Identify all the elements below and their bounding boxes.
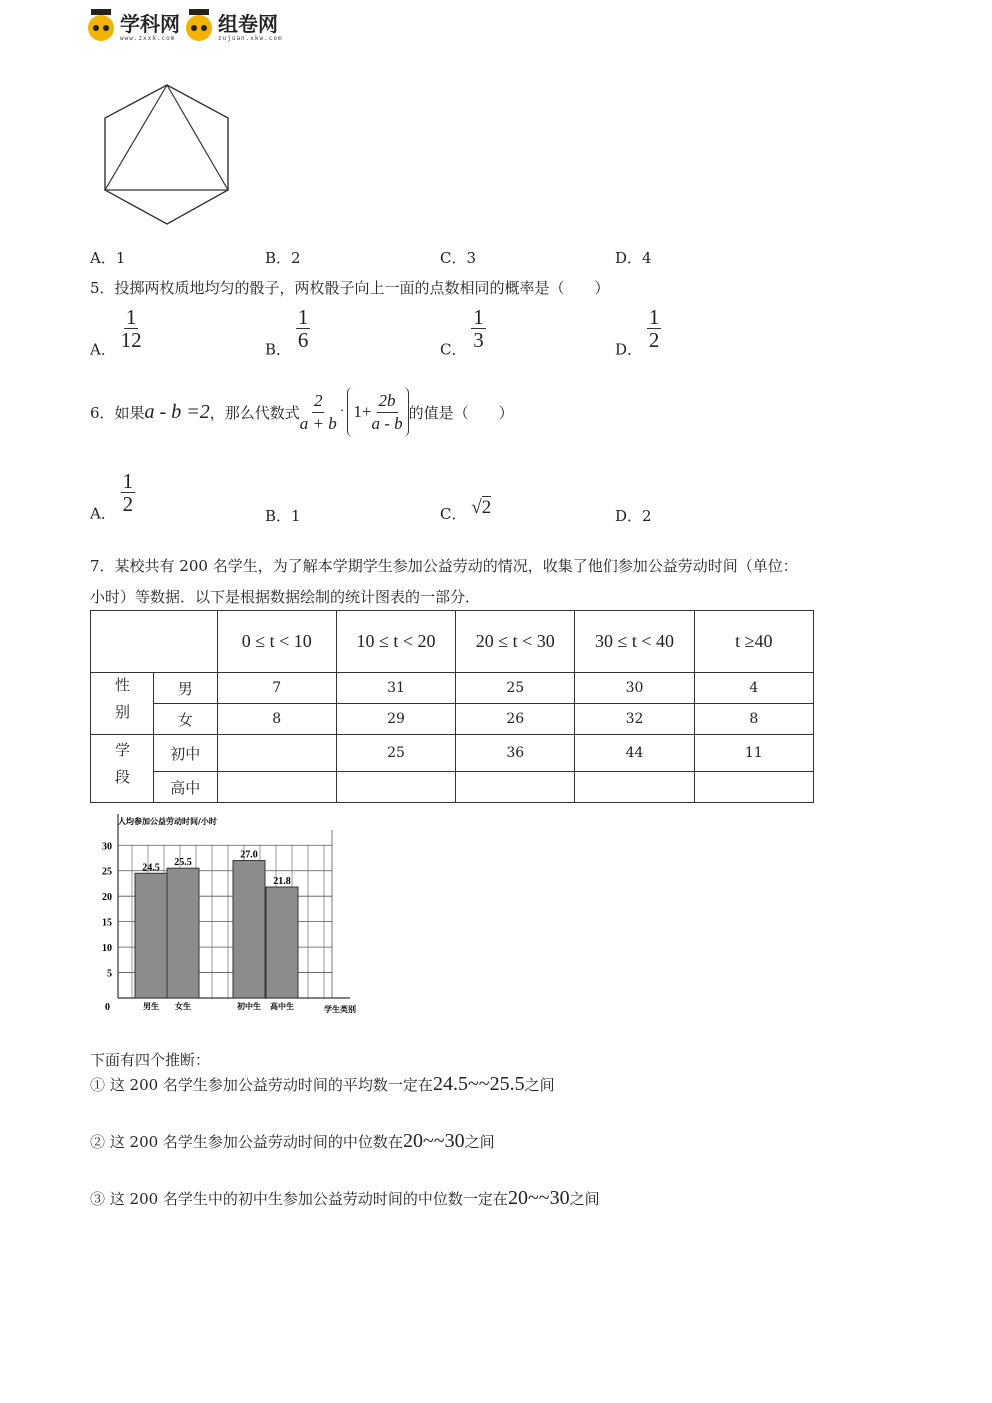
q7-stem-line2: 小时）等数据．以下是根据数据绘制的统计图表的一部分． — [90, 588, 481, 606]
table-cell: 11 — [694, 735, 813, 772]
fraction-numerator: 1 — [297, 305, 309, 329]
option-letter: C． — [440, 340, 467, 359]
q7-data-table — [90, 610, 814, 803]
q6-stem — [90, 387, 514, 437]
q4-option-d: D．4 — [615, 249, 652, 267]
table-cell — [694, 772, 813, 803]
q4-option-c: C．3 — [440, 249, 477, 267]
fraction-denominator: a + b — [299, 413, 337, 433]
q7-stem-line1: 7．某校共有 200 名学生，为了解本学期学生参加公益劳动的情况，收集了他们参加公益劳动时间（单位： — [90, 557, 798, 575]
q6-option-d: D．2 — [615, 507, 652, 525]
q5-option-d — [615, 306, 661, 360]
inference-1-text: ① 这 200 名学生参加公益劳动时间的平均数一定在 — [90, 1076, 433, 1094]
table-cell: 44 — [575, 735, 694, 772]
category-label: 高中生 — [270, 1002, 294, 1011]
fraction-numerator: 1 — [122, 469, 134, 493]
chart-title: 人均参加公益劳动时间/小时 — [118, 817, 217, 826]
q6-option-c — [440, 497, 491, 524]
inference-3 — [90, 1187, 600, 1210]
option-letter: B． — [265, 340, 292, 359]
category-label: 女生 — [175, 1002, 191, 1011]
table-row — [91, 735, 814, 772]
logo-url: www.zxxk.com — [120, 35, 176, 42]
fraction-denominator: 2 — [122, 492, 134, 516]
y-tick-label: 15 — [102, 917, 112, 929]
y-tick-label: 20 — [102, 892, 112, 904]
table-row-label: 女 — [153, 704, 217, 735]
q6-condition: a - b =2 — [144, 400, 210, 423]
bar-value-label: 27.0 — [240, 849, 258, 861]
option-letter: D． — [615, 340, 643, 359]
q5-stem: 5．投掷两枚质地均匀的骰子，两枚骰子向上一面的点数相同的概率是（ ） — [90, 279, 610, 297]
bar-高中生 — [266, 887, 298, 998]
sqrt-expression: √2 — [471, 497, 492, 518]
q6-prefix: 6．如果 — [90, 403, 145, 422]
bar-女生 — [167, 868, 199, 998]
bar-value-label: 24.5 — [142, 862, 160, 874]
table-cell — [575, 772, 694, 803]
table-row-label: 初中 — [153, 735, 217, 772]
q6-one: 1+ — [353, 402, 372, 421]
table-cell: 4 — [694, 673, 813, 704]
y-tick-label: 30 — [102, 841, 112, 853]
fraction-denominator: 6 — [297, 328, 309, 352]
fraction — [296, 306, 311, 351]
option-letter: A． — [90, 504, 116, 523]
y-tick-label: 5 — [107, 968, 112, 980]
table-cell — [456, 772, 575, 803]
category-label: 男生 — [143, 1002, 159, 1011]
bar-value-label: 25.5 — [174, 857, 192, 869]
fraction-numerator: 2 — [312, 390, 325, 413]
inference-3-range: 20~~30 — [507, 1187, 570, 1209]
table-cell: 29 — [336, 704, 455, 735]
chart-xlabel: 学生类别 — [324, 1005, 356, 1014]
option-letter: A． — [90, 340, 116, 359]
q6-dot: · — [339, 404, 345, 419]
table-col-header: t ≥40 — [694, 611, 813, 673]
hexagon-triangle-figure — [100, 82, 240, 228]
table-col-header: 0 ≤ t < 10 — [217, 611, 336, 673]
bar-chart — [92, 808, 367, 1018]
fraction-numerator: 1 — [473, 305, 484, 329]
fraction-numerator: 1 — [125, 305, 137, 329]
logo-url-2: zujuan.xkw.com — [218, 35, 283, 42]
q4-option-b: B．2 — [265, 249, 301, 267]
inference-3-text: ③ 这 200 名学生中的初中生参加公益劳动时间的中位数一定在 — [90, 1190, 508, 1208]
logo-mascot-icon-2 — [186, 15, 212, 41]
fraction-denominator: 3 — [473, 328, 484, 352]
bar-男生 — [135, 873, 167, 998]
fraction-denominator: 12 — [120, 328, 142, 352]
category-label: 初中生 — [237, 1002, 261, 1011]
fraction — [647, 306, 662, 351]
table-cell — [217, 735, 336, 772]
table-cell — [336, 772, 455, 803]
y-tick-label: 0 — [105, 1002, 110, 1013]
table-cell: 32 — [575, 704, 694, 735]
inference-1-suffix: 之间 — [524, 1076, 555, 1094]
table-row — [91, 772, 814, 803]
table-group-label: 学段 — [91, 735, 154, 803]
option-letter: C． — [440, 505, 467, 523]
fraction-denominator: a - b — [371, 413, 403, 433]
q6-inner-fraction — [371, 390, 402, 435]
table-col-header: 10 ≤ t < 20 — [336, 611, 455, 673]
table-cell: 31 — [336, 673, 455, 704]
table-cell: 7 — [217, 673, 336, 704]
fraction-numerator: 2b — [377, 390, 398, 413]
table-cell: 25 — [336, 735, 455, 772]
inference-1 — [90, 1073, 555, 1096]
inference-2-suffix: 之间 — [464, 1133, 495, 1151]
inference-2-text: ② 这 200 名学生参加公益劳动时间的中位数在 — [90, 1133, 403, 1151]
q6-suffix: 的值是（ ） — [408, 403, 514, 422]
fraction — [471, 306, 486, 351]
y-tick-label: 10 — [102, 943, 112, 955]
inference-2-range: 20~~30 — [402, 1130, 465, 1152]
table-row-label: 男 — [153, 673, 217, 704]
table-cell: 26 — [456, 704, 575, 735]
q5-option-c — [440, 306, 486, 360]
bar-初中生 — [233, 861, 265, 998]
bar-value-label: 21.8 — [273, 876, 291, 888]
inference-3-suffix: 之间 — [569, 1190, 600, 1208]
q4-option-a: A．1 — [90, 249, 126, 267]
table-cell: 30 — [575, 673, 694, 704]
q6-expr-fraction — [300, 390, 337, 435]
inference-2 — [90, 1130, 495, 1153]
table-cell: 36 — [456, 735, 575, 772]
table-col-header: 30 ≤ t < 40 — [575, 611, 694, 673]
table-header-row — [91, 611, 814, 673]
table-cell — [217, 772, 336, 803]
table-cell: 25 — [456, 673, 575, 704]
logo-brand-text-2: 组卷网 — [218, 12, 278, 36]
fraction — [121, 470, 136, 515]
fraction-denominator: 2 — [648, 328, 660, 352]
q6-middle: ，那么代数式 — [209, 403, 300, 422]
table-cell: 8 — [217, 704, 336, 735]
inference-1-range: 24.5~~25.5 — [432, 1073, 525, 1095]
sqrt-radicand: 2 — [481, 497, 492, 518]
table-corner-cell — [91, 611, 218, 673]
table-cell: 8 — [694, 704, 813, 735]
logo-mascot-icon — [88, 15, 114, 41]
table-row-label: 高中 — [153, 772, 217, 803]
table-row — [91, 673, 814, 704]
table-col-header: 20 ≤ t < 30 — [456, 611, 575, 673]
q5-option-b — [265, 306, 310, 360]
table-row — [91, 704, 814, 735]
table-group-label: 性别 — [91, 673, 154, 735]
logo-brand-text: 学科网 — [120, 12, 180, 36]
q5-option-a — [90, 306, 142, 360]
q6-option-a — [90, 470, 135, 524]
fraction — [121, 306, 142, 351]
q6-paren-group — [347, 387, 408, 437]
q6-option-b: B．1 — [265, 507, 301, 525]
fraction-numerator: 1 — [648, 305, 660, 329]
inferences-intro: 下面有四个推断： — [90, 1051, 211, 1069]
header-logo — [88, 14, 283, 42]
y-tick-label: 25 — [102, 866, 112, 878]
